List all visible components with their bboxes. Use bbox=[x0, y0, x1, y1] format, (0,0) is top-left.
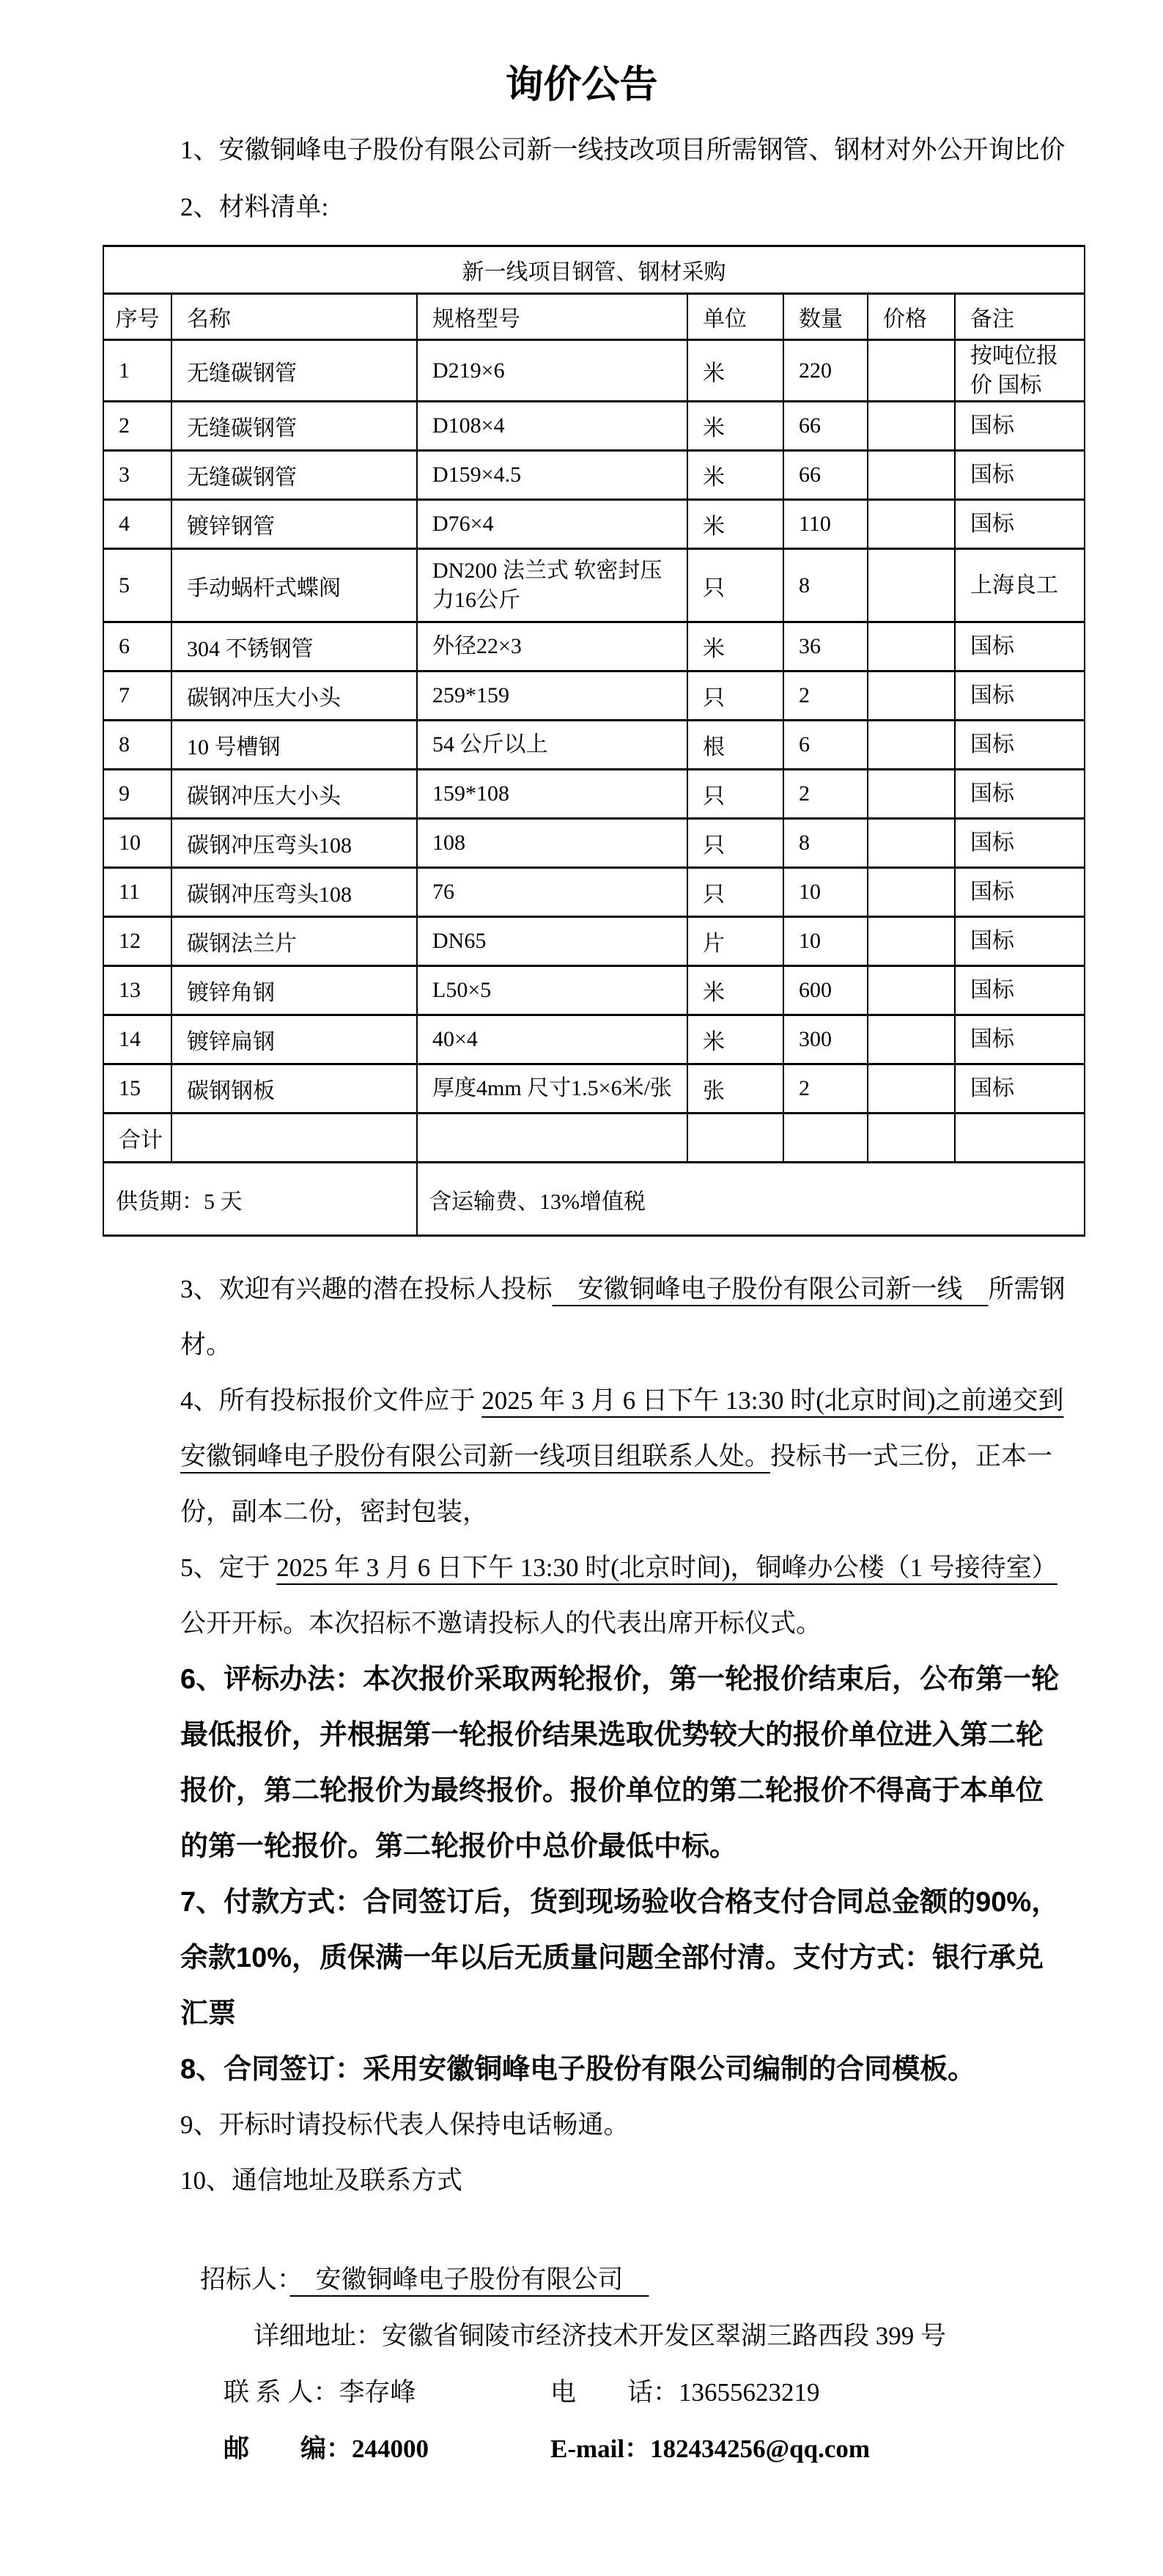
cell-qty: 10 bbox=[783, 868, 868, 917]
paragraph-2: 2、材料清单: bbox=[180, 193, 329, 221]
cell-note: 上海良工 bbox=[955, 549, 1085, 622]
table-row bbox=[103, 868, 1085, 917]
address-label: 详细地址： bbox=[254, 2322, 383, 2350]
cell-unit: 只 bbox=[687, 549, 783, 622]
cell-spec: D219×6 bbox=[417, 340, 687, 402]
cell-no: 2 bbox=[103, 402, 171, 451]
cell-spec: 厚度4mm 尺寸1.5×6米/张 bbox=[417, 1064, 687, 1114]
paragraph-9: 9、开标时请投标代表人保持电话畅通。 bbox=[180, 2111, 630, 2139]
table-header-row bbox=[103, 294, 1085, 340]
table-row bbox=[103, 500, 1085, 549]
cell-spec: 外径22×3 bbox=[417, 622, 687, 671]
cell-price bbox=[868, 500, 955, 549]
paragraph-4-prefix: 4、所有投标报价文件应于 bbox=[180, 1386, 482, 1415]
material-table-body bbox=[103, 340, 1085, 1114]
table-row bbox=[103, 549, 1085, 622]
address-line bbox=[0, 2308, 1163, 2364]
paragraph-3-underline: 安徽铜峰电子股份有限公司新一线 bbox=[552, 1275, 989, 1303]
table-row bbox=[103, 402, 1085, 451]
cell-qty: 10 bbox=[783, 917, 868, 966]
address-value: 安徽省铜陵市经济技术开发区翠湖三路西段 399 号 bbox=[382, 2322, 947, 2350]
cell-spec: 54 公斤以上 bbox=[417, 721, 687, 770]
paragraph-3-suffix: 所需钢材。 bbox=[180, 1275, 1066, 1359]
bidder-label: 招标人： bbox=[200, 2265, 290, 2294]
cell-name: 镀锌角钢 bbox=[171, 966, 417, 1015]
cell-price bbox=[868, 1015, 955, 1064]
cell-no: 8 bbox=[103, 721, 171, 770]
cell-qty: 2 bbox=[783, 1064, 868, 1114]
header-note: 备注 bbox=[955, 294, 1085, 340]
cell-note: 国标 bbox=[955, 671, 1085, 721]
bidder-value: 安徽铜峰电子股份有限公司 bbox=[289, 2265, 649, 2294]
total-spec-cell bbox=[417, 1114, 687, 1163]
cell-name: 碳钢冲压大小头 bbox=[171, 770, 417, 819]
paragraph-7: 7、付款方式：合同签订后，货到现场验收合格支付合同总金额的90%，余款10%，质保满一年以后无质量问题全部付清。支付方式：银行承兑汇票 bbox=[180, 1887, 1060, 2029]
cell-price bbox=[868, 868, 955, 917]
cell-unit: 米 bbox=[687, 451, 783, 500]
person-label: 联 系 人： bbox=[224, 2378, 339, 2407]
cell-spec: 159*108 bbox=[417, 770, 687, 819]
cell-price bbox=[868, 1064, 955, 1114]
cell-qty: 36 bbox=[783, 622, 868, 671]
cell-note: 按吨位报价 国标 bbox=[955, 340, 1085, 402]
page-title: 询价公告 bbox=[505, 65, 658, 106]
paragraph-6: 6、评标办法：本次报价采取两轮报价，第一轮报价结束后，公布第一轮最低报价，并根据第一轮报价结果选取优势较大的报价单位进入第二轮报价，第二轮报价为最终报价。报价单位的第二轮报价不得高于本单位的第一轮报价。第二轮报价中总价最低中标。 bbox=[180, 1664, 1060, 1862]
cell-spec: DN65 bbox=[417, 917, 687, 966]
cell-note: 国标 bbox=[955, 451, 1085, 500]
cell-no: 7 bbox=[103, 671, 171, 721]
supply-row bbox=[103, 1163, 1085, 1236]
cell-qty: 220 bbox=[783, 340, 868, 402]
cell-name: 手动蜗杆式蝶阀 bbox=[171, 549, 417, 622]
cell-note: 国标 bbox=[955, 770, 1085, 819]
cell-price bbox=[868, 671, 955, 721]
person-pair bbox=[224, 2364, 550, 2421]
table-row bbox=[103, 966, 1085, 1015]
cell-no: 1 bbox=[103, 340, 171, 402]
table-row bbox=[103, 451, 1085, 500]
cell-name: 无缝碳钢管 bbox=[171, 340, 417, 402]
cell-note: 国标 bbox=[955, 721, 1085, 770]
cell-no: 15 bbox=[103, 1064, 171, 1114]
paragraph-4-suffix: 投标书一式三份，正本一份，副本二份，密封包装， bbox=[180, 1442, 1053, 1526]
bidder-line bbox=[0, 2251, 1163, 2308]
cell-no: 5 bbox=[103, 549, 171, 622]
cell-qty: 2 bbox=[783, 770, 868, 819]
person-value: 李存峰 bbox=[339, 2378, 416, 2407]
cell-qty: 8 bbox=[783, 549, 868, 622]
cell-no: 6 bbox=[103, 622, 171, 671]
cell-no: 3 bbox=[103, 451, 171, 500]
header-no: 序号 bbox=[103, 294, 171, 340]
cell-unit: 只 bbox=[687, 868, 783, 917]
cell-price bbox=[868, 966, 955, 1015]
email-label: E-mail： bbox=[550, 2435, 651, 2463]
header-spec: 规格型号 bbox=[417, 294, 687, 340]
cell-name: 碳钢冲压大小头 bbox=[171, 671, 417, 721]
cell-qty: 300 bbox=[783, 1015, 868, 1064]
total-qty-cell bbox=[783, 1114, 868, 1163]
cell-name: 碳钢钢板 bbox=[171, 1064, 417, 1114]
cell-name: 304 不锈钢管 bbox=[171, 622, 417, 671]
cell-unit: 米 bbox=[687, 966, 783, 1015]
paragraph-1: 1、安徽铜峰电子股份有限公司新一线技改项目所需钢管、钢材对外公开询比价 bbox=[180, 136, 1066, 164]
total-unit-cell bbox=[687, 1114, 783, 1163]
contact-block bbox=[0, 2251, 1163, 2477]
paragraph-8: 8、合同签订：采用安徽铜峰电子股份有限公司编制的合同模板。 bbox=[180, 2054, 976, 2085]
paragraph-5-prefix: 5、定于 bbox=[180, 1553, 277, 1582]
table-row bbox=[103, 671, 1085, 721]
supply-terms: 含运输费、13%增值税 bbox=[417, 1163, 1085, 1236]
cell-name: 镀锌钢管 bbox=[171, 500, 417, 549]
cell-note: 国标 bbox=[955, 917, 1085, 966]
email-value: 182434256@qq.com bbox=[650, 2435, 871, 2463]
cell-spec: 40×4 bbox=[417, 1015, 687, 1064]
cell-no: 13 bbox=[103, 966, 171, 1015]
table-row bbox=[103, 1015, 1085, 1064]
cell-qty: 110 bbox=[783, 500, 868, 549]
paragraph-5-suffix: 公开开标。本次招标不邀请投标人的代表出席开标仪式。 bbox=[180, 1609, 822, 1638]
person-line bbox=[0, 2364, 1163, 2421]
table-row bbox=[103, 917, 1085, 966]
cell-unit: 米 bbox=[687, 340, 783, 402]
paragraph-10: 10、通信地址及联系方式 bbox=[180, 2166, 463, 2195]
cell-unit: 只 bbox=[687, 671, 783, 721]
postcode-pair bbox=[224, 2421, 550, 2477]
cell-spec: D108×4 bbox=[417, 402, 687, 451]
table-row bbox=[103, 622, 1085, 671]
cell-name: 碳钢冲压弯头108 bbox=[171, 868, 417, 917]
supply-period: 供货期：5 天 bbox=[103, 1163, 417, 1236]
cell-price bbox=[868, 622, 955, 671]
cell-no: 12 bbox=[103, 917, 171, 966]
total-price-cell bbox=[868, 1114, 955, 1163]
table-row bbox=[103, 1064, 1085, 1114]
total-row bbox=[103, 1114, 1085, 1163]
cell-unit: 只 bbox=[687, 770, 783, 819]
cell-note: 国标 bbox=[955, 500, 1085, 549]
header-unit: 单位 bbox=[687, 294, 783, 340]
cell-spec: L50×5 bbox=[417, 966, 687, 1015]
cell-no: 10 bbox=[103, 819, 171, 868]
material-table bbox=[103, 245, 1085, 1237]
paragraph-4 bbox=[180, 1373, 1071, 1540]
cell-spec: DN200 法兰式 软密封压力16公斤 bbox=[417, 549, 687, 622]
header-qty: 数量 bbox=[783, 294, 868, 340]
cell-price bbox=[868, 451, 955, 500]
table-caption-row bbox=[103, 246, 1085, 294]
cell-price bbox=[868, 721, 955, 770]
table-caption: 新一线项目钢管、钢材采购 bbox=[103, 246, 1085, 294]
total-note-cell bbox=[955, 1114, 1085, 1163]
cell-qty: 66 bbox=[783, 402, 868, 451]
cell-unit: 米 bbox=[687, 622, 783, 671]
cell-price bbox=[868, 819, 955, 868]
cell-unit: 张 bbox=[687, 1064, 783, 1114]
table-row bbox=[103, 819, 1085, 868]
cell-unit: 只 bbox=[687, 819, 783, 868]
table-row bbox=[103, 770, 1085, 819]
cell-price bbox=[868, 770, 955, 819]
cell-note: 国标 bbox=[955, 819, 1085, 868]
cell-price bbox=[868, 402, 955, 451]
cell-unit: 根 bbox=[687, 721, 783, 770]
postcode-label: 邮 编： bbox=[224, 2435, 352, 2463]
cell-name: 10 号槽钢 bbox=[171, 721, 417, 770]
cell-note: 国标 bbox=[955, 622, 1085, 671]
cell-name: 无缝碳钢管 bbox=[171, 451, 417, 500]
table-row bbox=[103, 721, 1085, 770]
cell-unit: 片 bbox=[687, 917, 783, 966]
cell-no: 11 bbox=[103, 868, 171, 917]
total-label: 合计 bbox=[103, 1114, 171, 1163]
cell-qty: 8 bbox=[783, 819, 868, 868]
postcode-value: 244000 bbox=[352, 2435, 429, 2463]
phone-label: 电 话： bbox=[550, 2378, 679, 2407]
cell-name: 无缝碳钢管 bbox=[171, 402, 417, 451]
cell-qty: 66 bbox=[783, 451, 868, 500]
cell-qty: 2 bbox=[783, 671, 868, 721]
paragraph-3-prefix: 3、欢迎有兴趣的潜在投标人投标 bbox=[180, 1275, 553, 1303]
cell-qty: 600 bbox=[783, 966, 868, 1015]
cell-spec: D159×4.5 bbox=[417, 451, 687, 500]
paragraph-5 bbox=[180, 1540, 1071, 1652]
header-price: 价格 bbox=[868, 294, 955, 340]
cell-unit: 米 bbox=[687, 402, 783, 451]
cell-spec: D76×4 bbox=[417, 500, 687, 549]
postcode-line bbox=[0, 2421, 1163, 2477]
cell-note: 国标 bbox=[955, 966, 1085, 1015]
cell-note: 国标 bbox=[955, 1015, 1085, 1064]
cell-note: 国标 bbox=[955, 402, 1085, 451]
cell-no: 4 bbox=[103, 500, 171, 549]
cell-name: 镀锌扁钢 bbox=[171, 1015, 417, 1064]
paragraph-3 bbox=[180, 1262, 1071, 1373]
table-row bbox=[103, 340, 1085, 402]
cell-name: 碳钢法兰片 bbox=[171, 917, 417, 966]
header-name: 名称 bbox=[171, 294, 417, 340]
cell-note: 国标 bbox=[955, 868, 1085, 917]
cell-no: 14 bbox=[103, 1015, 171, 1064]
cell-note: 国标 bbox=[955, 1064, 1085, 1114]
phone-value: 13655623219 bbox=[679, 2378, 820, 2407]
cell-price bbox=[868, 340, 955, 402]
cell-price bbox=[868, 917, 955, 966]
cell-spec: 76 bbox=[417, 868, 687, 917]
cell-price bbox=[868, 549, 955, 622]
paragraph-4-underline: 2025 年 3 月 6 日下午 13:30 时(北京时间)之前递交到安徽铜峰电子股份有限公司新一线项目组联系人处。 bbox=[180, 1386, 1064, 1471]
cell-unit: 米 bbox=[687, 500, 783, 549]
cell-spec: 108 bbox=[417, 819, 687, 868]
cell-spec: 259*159 bbox=[417, 671, 687, 721]
cell-qty: 6 bbox=[783, 721, 868, 770]
total-name-cell bbox=[171, 1114, 417, 1163]
cell-name: 碳钢冲压弯头108 bbox=[171, 819, 417, 868]
paragraph-5-underline: 2025 年 3 月 6 日下午 13:30 时(北京时间)，铜峰办公楼（1 号接待室） bbox=[276, 1553, 1057, 1582]
cell-no: 9 bbox=[103, 770, 171, 819]
cell-unit: 米 bbox=[687, 1015, 783, 1064]
